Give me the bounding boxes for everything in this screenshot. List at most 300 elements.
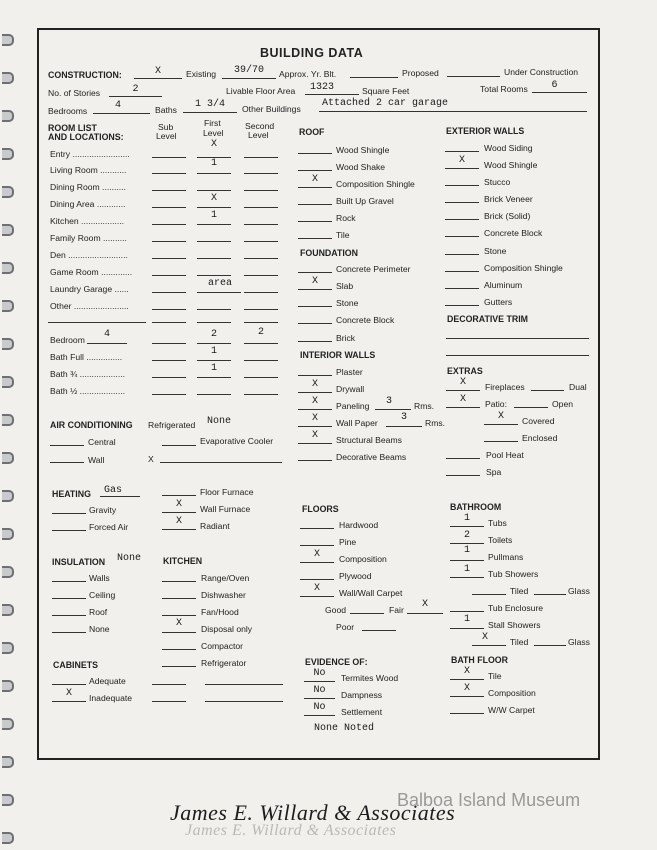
covered-label: Covered xyxy=(522,416,555,426)
walls-insulation-label: Walls xyxy=(89,573,110,583)
tubs-line[interactable] xyxy=(450,526,484,527)
binding-ring xyxy=(2,300,14,312)
stall-glass-line[interactable] xyxy=(534,645,566,646)
plywood-line[interactable] xyxy=(300,579,334,580)
wall-carpet-line[interactable] xyxy=(300,596,334,597)
wall-paper-label: Wall Paper xyxy=(336,418,378,428)
rock-roof-label: Rock xyxy=(336,213,356,223)
proposed-line[interactable] xyxy=(350,77,398,78)
brick-veneer-label: Brick Veneer xyxy=(484,194,533,204)
wall-carpet-mark: X xyxy=(313,583,320,594)
cabinet-extra-line[interactable] xyxy=(205,701,283,702)
wall-paper-mark: X xyxy=(311,413,318,424)
none-insulation-line[interactable] xyxy=(52,632,86,633)
disposal-label: Disposal only xyxy=(201,624,253,634)
wall-furnace-label: Wall Furnace xyxy=(200,504,251,514)
wall-ac-line[interactable] xyxy=(50,462,84,463)
heating-heading: HEATING xyxy=(52,489,91,499)
poor-label: Poor xyxy=(336,622,355,632)
sub-level-line[interactable] xyxy=(152,224,186,225)
fair-label: Fair xyxy=(389,605,404,615)
aluminum-line[interactable] xyxy=(445,288,479,289)
wood-shake-line[interactable] xyxy=(298,170,332,171)
compactor-line[interactable] xyxy=(162,649,196,650)
concrete-perimeter-line[interactable] xyxy=(298,272,332,273)
blank-room-line[interactable] xyxy=(48,322,146,323)
insulation-value: None xyxy=(117,553,142,564)
company-signature: James E. Willard & Associates xyxy=(170,800,456,825)
settlement-mark: No xyxy=(313,702,326,713)
stall-tiled-line[interactable] xyxy=(472,645,506,646)
year-value: 39/70 xyxy=(233,65,264,76)
floor-furnace-line[interactable] xyxy=(162,495,196,496)
approx-year-label: Approx. Yr. Blt. xyxy=(279,69,337,79)
year-line[interactable] xyxy=(222,78,276,79)
baths-line[interactable] xyxy=(183,112,237,113)
paneling-line[interactable] xyxy=(298,409,332,410)
wood-shingle-roof-label: Wood Shingle xyxy=(336,145,390,155)
wall-ac-label: Wall xyxy=(88,455,105,465)
good-line[interactable] xyxy=(350,613,384,614)
composition-shingle-roof-label: Composition Shingle xyxy=(336,179,415,189)
paneling-label: Paneling xyxy=(336,401,370,411)
room-label: Bedroom xyxy=(50,335,85,345)
fan-hood-line[interactable] xyxy=(162,615,196,616)
adequate-line[interactable] xyxy=(52,684,86,685)
second-level-line[interactable] xyxy=(244,241,278,242)
binding-ring xyxy=(2,528,14,540)
stall-showers-value: 1 xyxy=(463,614,470,625)
second-level-line[interactable] xyxy=(244,322,278,323)
range-label: Range/Oven xyxy=(201,573,250,583)
radiant-line[interactable] xyxy=(162,529,196,530)
gutters-line[interactable] xyxy=(445,305,479,306)
spa-line[interactable] xyxy=(446,475,480,476)
second-level-line[interactable] xyxy=(244,377,278,378)
binding-ring xyxy=(2,262,14,274)
room-list-heading: ROOM LIST xyxy=(48,123,97,133)
tub-enclosure-label: Tub Enclosure xyxy=(488,603,544,613)
wood-shingle-exterior-line[interactable] xyxy=(445,168,479,169)
insulation-heading: INSULATION xyxy=(52,557,106,567)
wood-shingle-roof-line[interactable] xyxy=(298,153,332,154)
construction-line[interactable] xyxy=(134,78,182,79)
enclosed-line[interactable] xyxy=(484,441,518,442)
evidence-heading: EVIDENCE OF: xyxy=(305,657,368,667)
structural-beams-mark: X xyxy=(311,430,318,441)
stone-foundation-label: Stone xyxy=(336,298,359,308)
first-level-line[interactable] xyxy=(197,224,231,225)
second-level-header-2: Level xyxy=(248,130,269,140)
hardwood-line[interactable] xyxy=(300,528,334,529)
drywall-mark: X xyxy=(311,379,318,390)
second-level-line[interactable] xyxy=(244,394,278,395)
none-insulation-label: None xyxy=(89,624,110,634)
room-label: Dining Area ............ xyxy=(50,199,126,209)
gravity-line[interactable] xyxy=(52,513,86,514)
interior-walls-heading: INTERIOR WALLS xyxy=(300,350,376,360)
stall-glass-label: Glass xyxy=(568,637,590,647)
spa-label: Spa xyxy=(486,467,502,477)
second-level-line[interactable] xyxy=(244,360,278,361)
stall-showers-line[interactable] xyxy=(450,628,484,629)
decorative-beams-line[interactable] xyxy=(298,460,332,461)
stories-label: No. of Stories xyxy=(48,88,101,98)
binding-ring xyxy=(2,566,14,578)
binding-ring xyxy=(2,490,14,502)
structural-beams-label: Structural Beams xyxy=(336,435,402,445)
concrete-block-foundation-line[interactable] xyxy=(298,323,332,324)
first-level-line[interactable] xyxy=(197,258,231,259)
rock-roof-line[interactable] xyxy=(298,221,332,222)
foundation-heading: FOUNDATION xyxy=(300,248,358,258)
binding-ring xyxy=(2,642,14,654)
floor-area-line[interactable] xyxy=(305,94,359,95)
fireplaces-mark: X xyxy=(459,377,466,388)
tub-showers-line[interactable] xyxy=(450,577,484,578)
binding-ring xyxy=(2,718,14,730)
composition-shingle-roof-mark: X xyxy=(311,174,318,185)
tub-showers-value: 1 xyxy=(463,564,470,575)
cabinets-heading: CABINETS xyxy=(53,660,98,670)
room-second-value: 2 xyxy=(257,327,264,338)
sub-level-line[interactable] xyxy=(152,309,186,310)
tub-tiled-line[interactable] xyxy=(472,594,506,595)
covered-mark: X xyxy=(497,411,504,422)
tubs-label: Tubs xyxy=(488,518,507,528)
wall-furnace-mark: X xyxy=(175,499,182,510)
sub-level-line[interactable] xyxy=(152,241,186,242)
walls-insulation-line[interactable] xyxy=(52,581,86,582)
open-line[interactable] xyxy=(514,407,548,408)
room-label: Bath Full ............... xyxy=(50,352,123,362)
refrigerated-label: Refrigerated xyxy=(148,420,196,430)
fair-mark: X xyxy=(421,599,428,610)
baths-label: Baths xyxy=(155,105,177,115)
wood-shingle-exterior-mark: X xyxy=(458,155,465,166)
central-line[interactable] xyxy=(50,445,84,446)
wood-siding-line[interactable] xyxy=(445,151,479,152)
dual-label: Dual xyxy=(569,382,587,392)
wall-paper-rooms-value: 3 xyxy=(400,412,407,423)
open-label: Open xyxy=(552,399,574,409)
bedrooms-label: Bedrooms xyxy=(48,106,88,116)
gravity-label: Gravity xyxy=(89,505,117,515)
radiant-mark: X xyxy=(175,516,182,527)
bath-carpet-line[interactable] xyxy=(450,713,484,714)
paneling-rooms-line[interactable] xyxy=(375,409,411,410)
wood-siding-label: Wood Siding xyxy=(484,143,533,153)
roof-insulation-label: Roof xyxy=(89,607,108,617)
composition-shingle-exterior-label: Composition Shingle xyxy=(484,263,563,273)
brick-foundation-label: Brick xyxy=(336,333,356,343)
bathroom-heading: BATHROOM xyxy=(450,502,502,512)
composition-floor-line[interactable] xyxy=(300,562,334,563)
slab-line[interactable] xyxy=(298,289,332,290)
toilets-line[interactable] xyxy=(450,543,484,544)
sub-level-line[interactable] xyxy=(152,343,186,344)
inadequate-mark: X xyxy=(65,688,72,699)
sub-level-line[interactable] xyxy=(152,275,186,276)
pullmans-line[interactable] xyxy=(450,560,484,561)
dampness-mark: No xyxy=(313,685,326,696)
room-first-value: 1 xyxy=(210,158,217,169)
sub-level-line[interactable] xyxy=(152,173,186,174)
second-level-line[interactable] xyxy=(244,190,278,191)
tubs-value: 1 xyxy=(463,513,470,524)
stories-value: 2 xyxy=(132,84,139,95)
cabinet-extra-line[interactable] xyxy=(152,701,186,702)
fireplaces-line[interactable] xyxy=(446,390,480,391)
evaporative-line[interactable] xyxy=(162,445,196,446)
brick-foundation-line[interactable] xyxy=(298,341,332,342)
sub-level-line[interactable] xyxy=(152,360,186,361)
poor-line[interactable] xyxy=(362,630,396,631)
stone-foundation-line[interactable] xyxy=(298,306,332,307)
bedroom-count-line[interactable] xyxy=(87,343,127,344)
second-level-line[interactable] xyxy=(244,173,278,174)
pullmans-label: Pullmans xyxy=(488,552,524,562)
covered-line[interactable] xyxy=(484,424,518,425)
evidence-note: None Noted xyxy=(314,723,375,734)
binding-ring xyxy=(2,224,14,236)
range-line[interactable] xyxy=(162,581,196,582)
stucco-line[interactable] xyxy=(445,185,479,186)
cabinet-extra-line[interactable] xyxy=(152,684,186,685)
second-level-line[interactable] xyxy=(244,157,278,158)
air-conditioning-heading: AIR CONDITIONING xyxy=(50,420,133,430)
termites-label: Termites Wood xyxy=(341,673,399,683)
pool-heat-line[interactable] xyxy=(446,458,480,459)
total-rooms-line[interactable] xyxy=(532,92,587,93)
binding-ring xyxy=(2,34,14,46)
wall-carpet-label: Wall/Wall Carpet xyxy=(339,588,403,598)
disposal-line[interactable] xyxy=(162,632,196,633)
floors-heading: FLOORS xyxy=(302,504,339,514)
ac-x-label: X xyxy=(148,454,154,464)
dual-line[interactable] xyxy=(531,390,564,391)
paneling-mark: X xyxy=(311,396,318,407)
binding-ring xyxy=(2,756,14,768)
drywall-line[interactable] xyxy=(298,392,332,393)
concrete-block-exterior-line[interactable] xyxy=(445,236,479,237)
second-level-line[interactable] xyxy=(244,343,278,344)
binding-ring xyxy=(2,376,14,388)
sub-level-header-2: Level xyxy=(156,131,177,141)
stall-showers-label: Stall Showers xyxy=(488,620,541,630)
dampness-line[interactable] xyxy=(304,698,335,699)
room-label: Living Room ........... xyxy=(50,165,127,175)
composition-floor-mark: X xyxy=(313,549,320,560)
room-label: Other ....................... xyxy=(50,301,129,311)
room-first-value: 2 xyxy=(210,329,217,340)
tub-tiled-label: Tiled xyxy=(510,586,529,596)
kitchen-heading: KITCHEN xyxy=(163,556,203,566)
concrete-block-exterior-label: Concrete Block xyxy=(484,228,543,238)
pine-line[interactable] xyxy=(300,545,334,546)
fair-line[interactable] xyxy=(407,613,443,614)
second-level-line[interactable] xyxy=(244,309,278,310)
under-construction-label: Under Construction xyxy=(504,67,579,77)
wood-shake-label: Wood Shake xyxy=(336,162,386,172)
room-first-value: 1 xyxy=(210,210,217,221)
forced-air-line[interactable] xyxy=(52,530,86,531)
first-level-line[interactable] xyxy=(197,275,231,276)
room-label: Kitchen .................. xyxy=(50,216,125,226)
second-level-line[interactable] xyxy=(244,258,278,259)
museum-watermark: Balboa Island Museum xyxy=(397,790,581,810)
bath-composition-line[interactable] xyxy=(450,696,484,697)
decorative-trim-line[interactable] xyxy=(446,338,589,339)
room-first-value: area xyxy=(207,278,232,289)
first-level-line[interactable] xyxy=(197,322,231,323)
wall-paper-line[interactable] xyxy=(298,426,332,427)
room-first-value: X xyxy=(210,139,217,150)
tub-enclosure-line[interactable] xyxy=(450,611,484,612)
form-title: BUILDING DATA xyxy=(260,46,364,60)
first-level-line[interactable] xyxy=(197,292,241,293)
structural-beams-line[interactable] xyxy=(298,443,332,444)
room-label: Family Room .......... xyxy=(50,233,127,243)
sub-level-line[interactable] xyxy=(152,157,186,158)
binding-ring xyxy=(2,338,14,350)
second-level-line[interactable] xyxy=(244,207,278,208)
drywall-label: Drywall xyxy=(336,384,365,394)
heating-value: Gas xyxy=(104,485,123,496)
first-level-line[interactable] xyxy=(197,377,231,378)
tub-glass-line[interactable] xyxy=(534,594,566,595)
ac-other-line[interactable] xyxy=(160,462,282,463)
first-level-line[interactable] xyxy=(197,207,231,208)
second-level-line[interactable] xyxy=(244,292,278,293)
spiral-binding xyxy=(0,0,14,850)
gutters-label: Gutters xyxy=(484,297,513,307)
stone-exterior-line[interactable] xyxy=(445,254,479,255)
compactor-label: Compactor xyxy=(201,641,244,651)
enclosed-label: Enclosed xyxy=(522,433,558,443)
toilets-value: 2 xyxy=(463,530,470,541)
sub-level-line[interactable] xyxy=(152,190,186,191)
termites-line[interactable] xyxy=(304,681,335,682)
tile-roof-line[interactable] xyxy=(298,238,332,239)
wall-furnace-line[interactable] xyxy=(162,512,196,513)
patio-label: Patio: xyxy=(485,399,507,409)
first-level-line[interactable] xyxy=(197,173,231,174)
tile-roof-label: Tile xyxy=(336,230,350,240)
bath-tile-line[interactable] xyxy=(450,679,484,680)
sub-level-line[interactable] xyxy=(152,322,186,323)
dishwasher-line[interactable] xyxy=(162,598,196,599)
first-level-line[interactable] xyxy=(197,394,231,395)
decorative-trim-line[interactable] xyxy=(446,355,589,356)
sub-level-line[interactable] xyxy=(152,377,186,378)
heating-value-line[interactable] xyxy=(100,496,140,497)
binding-ring xyxy=(2,110,14,122)
aluminum-label: Aluminum xyxy=(484,280,523,290)
room-label: Bath ½ ................... xyxy=(50,386,125,396)
room-first-value: X xyxy=(210,193,217,204)
adequate-label: Adequate xyxy=(89,676,126,686)
sub-level-line[interactable] xyxy=(152,292,186,293)
sub-level-line[interactable] xyxy=(152,258,186,259)
sub-level-line[interactable] xyxy=(152,394,186,395)
binding-ring xyxy=(2,186,14,198)
room-label: Dining Room .......... xyxy=(50,182,126,192)
plaster-line[interactable] xyxy=(298,375,332,376)
construction-label: CONSTRUCTION: xyxy=(48,70,122,80)
total-rooms-label: Total Rooms xyxy=(480,84,528,94)
binding-ring xyxy=(2,452,14,464)
binding-ring xyxy=(2,72,14,84)
square-feet-label: Square Feet xyxy=(362,86,410,96)
bath-floor-heading: BATH FLOOR xyxy=(451,655,509,665)
composition-shingle-roof-line[interactable] xyxy=(298,187,332,188)
first-level-line[interactable] xyxy=(197,241,231,242)
room-label: Laundry Garage ...... xyxy=(50,284,129,294)
patio-line[interactable] xyxy=(446,407,480,408)
wall-paper-rooms-line[interactable] xyxy=(386,426,422,427)
floor-area-label: Livable Floor Area xyxy=(226,86,296,96)
other-buildings-line[interactable] xyxy=(319,111,587,112)
first-level-header-2: Level xyxy=(203,128,224,138)
second-level-line[interactable] xyxy=(244,224,278,225)
plaster-label: Plaster xyxy=(336,367,363,377)
under-construction-line[interactable] xyxy=(447,76,500,77)
toilets-label: Toilets xyxy=(488,535,513,545)
tub-glass-label: Glass xyxy=(568,586,590,596)
first-level-line[interactable] xyxy=(197,343,231,344)
composition-shingle-exterior-line[interactable] xyxy=(445,271,479,272)
roof-insulation-line[interactable] xyxy=(52,615,86,616)
bedrooms-line[interactable] xyxy=(93,113,150,114)
brick-solid-label: Brick (Solid) xyxy=(484,211,531,221)
stories-line[interactable] xyxy=(109,96,162,97)
refrigerator-label: Refrigerator xyxy=(201,658,247,668)
fireplaces-label: Fireplaces xyxy=(485,382,525,392)
refrigerator-line[interactable] xyxy=(162,666,196,667)
room-label: Entry ........................ xyxy=(50,149,130,159)
built-up-gravel-line[interactable] xyxy=(298,204,332,205)
binding-ring xyxy=(2,148,14,160)
roof-heading: ROOF xyxy=(299,127,325,137)
patio-mark: X xyxy=(459,394,466,405)
first-level-line[interactable] xyxy=(197,309,231,310)
floor-furnace-label: Floor Furnace xyxy=(200,487,254,497)
brick-solid-line[interactable] xyxy=(445,219,479,220)
extras-heading: EXTRAS xyxy=(447,366,483,376)
second-level-line[interactable] xyxy=(244,275,278,276)
paneling-rms-label: Rms. xyxy=(414,401,435,411)
brick-veneer-line[interactable] xyxy=(445,202,479,203)
room-bedroom-count: 4 xyxy=(103,329,110,340)
central-label: Central xyxy=(88,437,116,447)
binding-ring xyxy=(2,832,14,844)
ceiling-insulation-line[interactable] xyxy=(52,598,86,599)
inadequate-line[interactable] xyxy=(52,701,86,702)
evaporative-label: Evaporative Cooler xyxy=(200,436,274,446)
stall-tiled-mark: X xyxy=(481,632,488,643)
room-first-value: 1 xyxy=(210,363,217,374)
hardwood-label: Hardwood xyxy=(339,520,379,530)
first-level-line[interactable] xyxy=(197,190,231,191)
sub-level-line[interactable] xyxy=(152,207,186,208)
settlement-line[interactable] xyxy=(304,715,335,716)
ceiling-insulation-label: Ceiling xyxy=(89,590,116,600)
floor-area-value: 1323 xyxy=(309,82,334,93)
cabinet-extra-line[interactable] xyxy=(205,684,283,685)
first-level-line[interactable] xyxy=(197,360,231,361)
bath-tile-mark: X xyxy=(463,666,470,677)
